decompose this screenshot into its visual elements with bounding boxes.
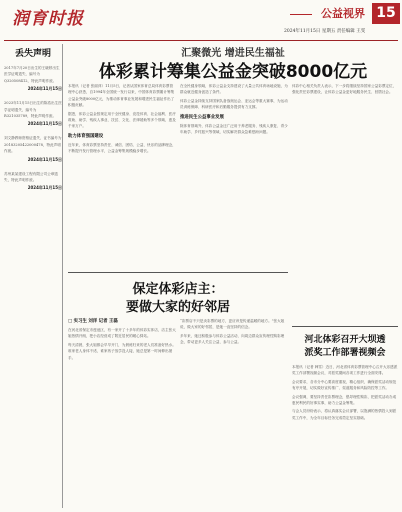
article3-title-line-1: 河北体彩召开大坝透 <box>304 335 386 345</box>
notice-date: 2024年11月15日 <box>27 185 62 191</box>
dateline: 2024年11月15日 星期五 责任编辑 王雯 <box>284 29 366 34</box>
article1-kicker: 汇聚微光 增进民生福祉 <box>181 48 285 59</box>
article1-headline: 体彩累计筹集公益金突破8000亿元 <box>98 62 368 82</box>
section-title: 公益视界 <box>316 4 370 24</box>
masthead <box>2 2 400 40</box>
divider <box>292 326 398 327</box>
paragraph: 体彩中心相关负责人表示，下一步将继续坚持国家公益彩票定位，强化责任彩票建设，让体彩公益金更好地服务民生、回馈社会。 <box>292 84 397 95</box>
paragraph: 在河北省保定市莲池区，有一家开了十多年的体彩实体店，店主张大姐热情开朗，把小店经营成了附近居民的暖心驿站。 <box>68 328 176 339</box>
article1-column-1 <box>68 83 176 155</box>
article1-subhead: 助力体育强国建设 <box>68 133 104 139</box>
paragraph: 与会人员纷纷表示，将认真落实会议部署，以饱满的热情投入到派奖工作中，为全年目标任务完成奠定坚实基础。 <box>292 409 397 420</box>
paragraph: 除体育领域外，体彩公益金还广泛用于养老服务、残疾人康复、青少年助学、乡村振兴等领域，切实解决群众急难愁盼问题。 <box>180 123 288 135</box>
paragraph: 体彩公益金持续支持国家队备战奥运会、亚运会等重大赛事，为运动员训练保障、科研医疗和后勤服务提供有力支撑。 <box>180 98 288 110</box>
notice-date: 2024年11月15日 <box>27 121 62 127</box>
page-number: 15 <box>372 3 400 24</box>
article3-body <box>292 364 398 421</box>
article2-title-line-2: 要做大家的好邻居 <box>125 300 230 315</box>
article2-title-line-1: 保定体彩店主： <box>132 282 224 297</box>
notice-body: 2017年7月20日出生的王晓婷出生医学证明遗失，编号为Q320508412，特此声明作废。 <box>4 66 60 83</box>
paragraph: 本报讯（记者 韩雪）近日，河北省体育彩票管理中心召开大乐透派奖工作部署视频会议，对派奖期间各项工作进行全面安排。 <box>292 365 398 376</box>
masthead-rule <box>4 40 398 41</box>
paragraph: 近年来，体育彩票坚持责任、诚信、团结、公益、快乐的品牌理念，不断提升发行管理水平，公益金筹集规模稳步增长。 <box>68 142 176 154</box>
notice-date: 2024年11月15日 <box>27 156 62 162</box>
paragraph: 据悉，体彩公益金按规定用于全民健身、竞技体育、社会福利、医疗救助、助学、残疾人事业、扶贫、文化、法律援助等多个领域，惠及千家万户。 <box>68 111 176 129</box>
paragraph: 多年来，她还积极参与体彩公益活动，向周边群众宣传理性购彩理念，带动更多人关注公益、参与公益。 <box>180 333 285 345</box>
article2-column-2 <box>180 318 288 346</box>
article3-title-line-2: 派奖工作部署视频会 <box>304 348 386 358</box>
paragraph: 每天清晨，张大姐都会早早开门，为晨练归来的老人们准备好热水。谁家老人身体不适，谁家孩子放学没人接，她总是第一时间伸出援手。 <box>68 342 176 360</box>
notice-body: 刘文静教师资格证遗失，证书编号为20183205422000478，特此声明作废。 <box>4 136 62 154</box>
notice-date: 2024年11月15日 <box>27 86 62 92</box>
paragraph: 会议强调，要坚持责任彩票理念，倡导理性购彩，把派奖活动办成惠民利民的好事实事，助力公益金筹集。 <box>292 394 397 406</box>
paragraph: 在全民健身领域，体彩公益金支持建设了大量公共体育场地设施，为群众就近健身创造了条件。 <box>180 84 288 95</box>
divider <box>68 272 288 273</box>
article1-subhead: 推进民生公益事业发展 <box>180 114 224 120</box>
paragraph: “彩票店不只是卖彩票的地方，更应该是传递温暖的地方。”张大姐说，做大家的好邻居，是她一直坚持的信念。 <box>180 319 285 330</box>
paragraph: 会议要求，各市分中心要高度重视，精心组织，确保派奖活动规范有序开展，切实做好宣传推广、渠道服务和风险防控等工作。 <box>292 379 397 391</box>
sidebar-title: 丢失声明 <box>14 49 51 59</box>
notice-body: 2023年11月15日出生的陈浩出生医学证明遗失，编号为R321035789，特此声明作废。 <box>4 101 62 119</box>
newspaper-logo: 润育时报 <box>12 9 84 29</box>
article1-column-3 <box>292 83 398 96</box>
article1-column-2 <box>180 83 288 135</box>
sidebar-notices <box>4 44 63 508</box>
article2-column-1 <box>68 318 176 361</box>
article2-byline: □ 实习生 刘洋 记者 王磊 <box>68 319 118 324</box>
paragraph: 本报讯（记者 张丽萍）11月5日，记者从国家体育总局体育彩票管理中心获悉，自1994年全国统一发行以来，中国体育彩票累计筹集公益金突破8000亿元，为推动体育事业发展和增进民生福祉作出了积极贡献。 <box>68 84 175 108</box>
notice-body: 苏州某某建设工程有限公司公章遗失，特此声明作废。 <box>4 171 58 183</box>
